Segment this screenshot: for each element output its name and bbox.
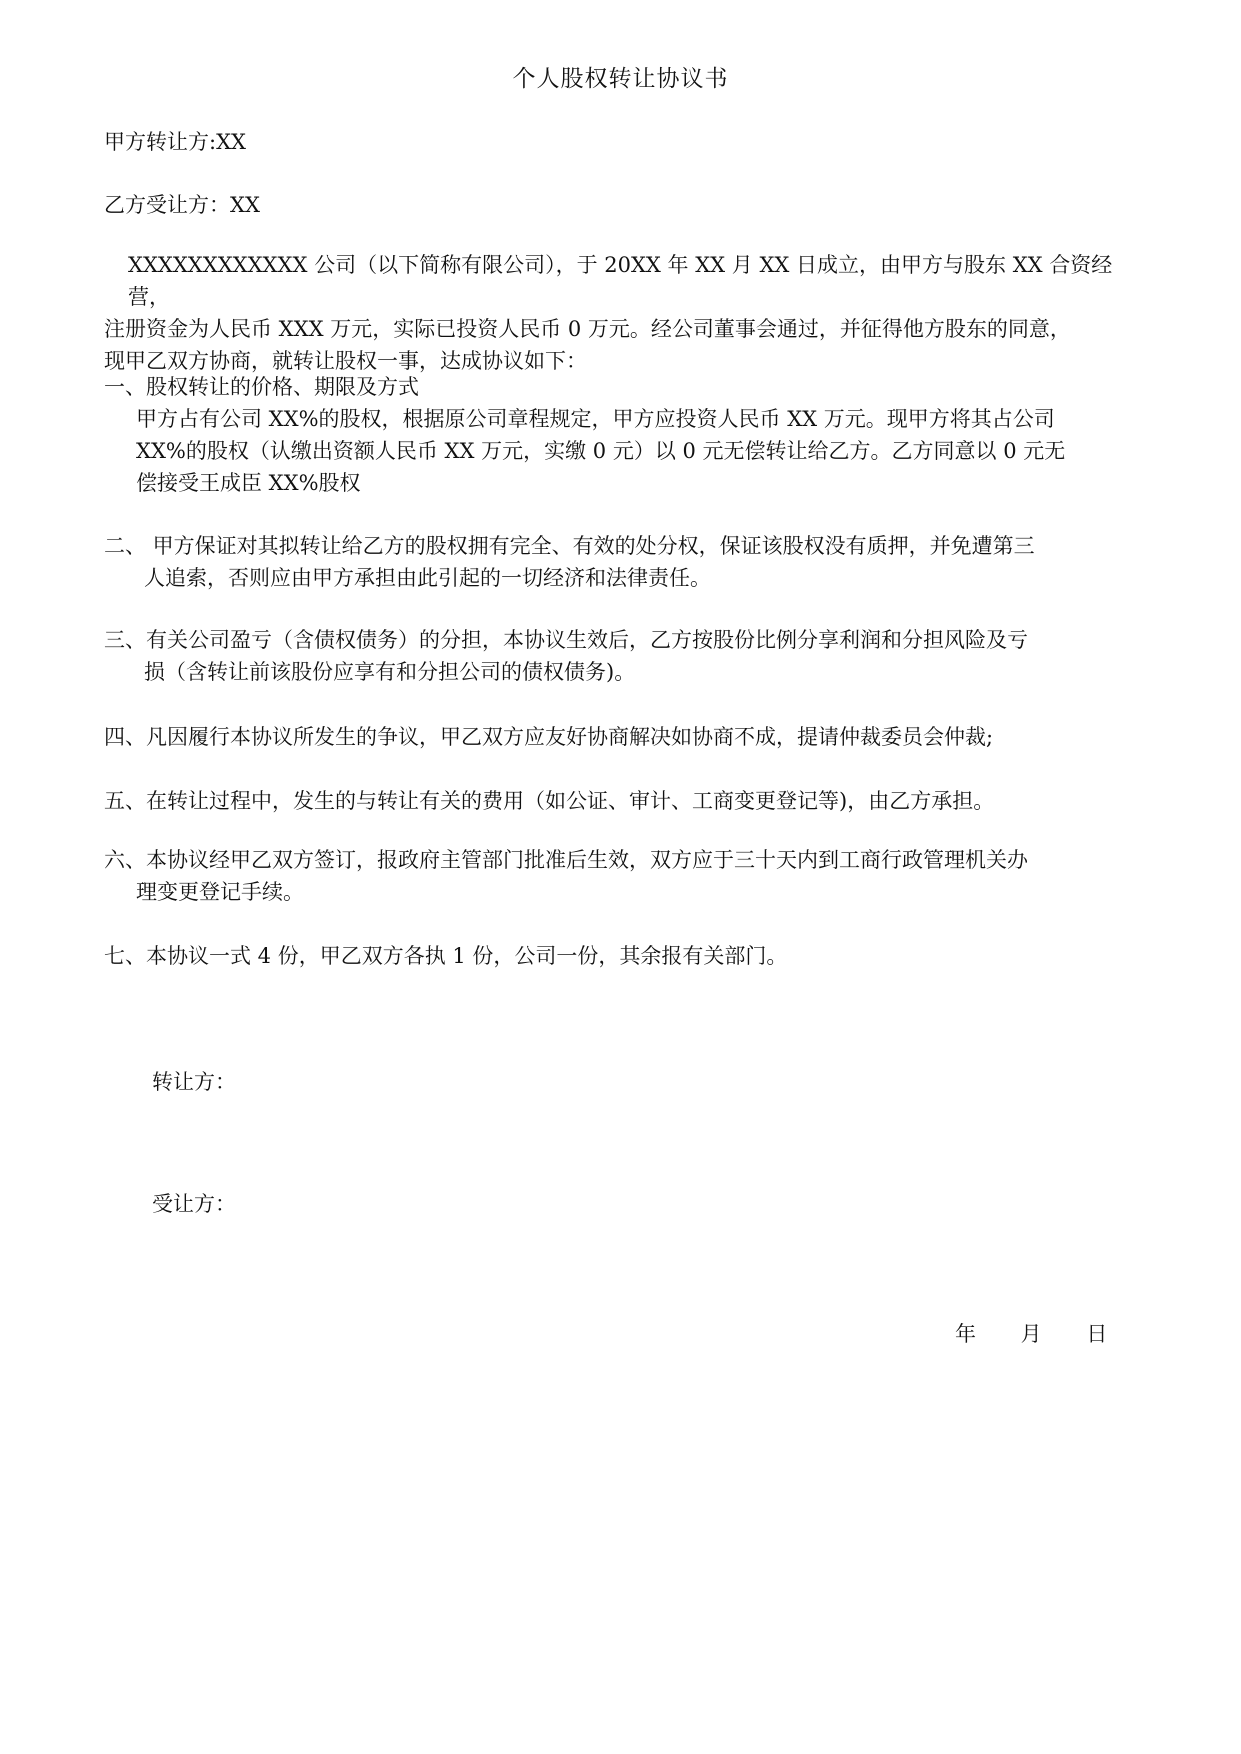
section-6-line-1: 六、本协议经甲乙双方签订，报政府主管部门批准后生效，双方应于三十天内到工商行政管理机关办 [104,848,1028,872]
intro-line-1: XXXXXXXXXXXX 公司（以下简称有限公司），于 20XX 年 XX 月 XX 日成立，由甲方与股东 XX 合资经营， [128,253,1113,309]
section-3-line-2: 损（含转让前该股份应享有和分担公司的债权债务)。 [144,660,636,684]
section-1-line-3: 偿接受王成臣 XX%股权 [136,471,361,495]
intro-paragraph [104,249,1144,377]
intro-line-3: 现甲乙双方协商，就转让股权一事，达成协议如下： [104,349,587,373]
signature-transferee: 受让方： [152,1192,236,1216]
date-line: 年 月 日 [955,1322,1108,1346]
signature-transferor: 转让方： [152,1070,236,1094]
intro-line-2: 注册资金为人民币 XXX 万元，实际已投资人民币 0 万元。经公司董事会通过，并征得他方股东的同意， [104,317,1071,341]
section-1 [104,371,1144,499]
party-a-line: 甲方转让方:XX [104,130,246,154]
section-2-line-1: 二、 甲方保证对其拟转让给乙方的股权拥有完全、有效的处分权，保证该股权没有质押，并免遭第三 [104,534,1035,558]
section-2-line-2: 人追索，否则应由甲方承担由此引起的一切经济和法律责任。 [144,566,711,590]
document-title: 个人股权转让协议书 [512,66,729,92]
section-6-line-2: 理变更登记手续。 [136,880,304,904]
section-2 [104,530,1134,594]
section-4: 四、凡因履行本协议所发生的争议，甲乙双方应友好协商解决如协商不成，提请仲裁委员会仲裁; [104,725,994,749]
section-1-line-1: 甲方占有公司 XX%的股权，根据原公司章程规定，甲方应投资人民币 XX 万元。现甲方将其占公司 [136,407,1055,431]
section-5: 五、在转让过程中，发生的与转让有关的费用（如公证、审计、工商变更登记等)，由乙方承担。 [104,789,995,813]
section-6 [104,844,1134,908]
section-1-line-2: XX%的股权（认缴出资额人民币 XX 万元，实缴 0 元）以 0 元无偿转让给乙方。乙方同意以 0 元无 [136,439,1066,463]
section-3 [104,624,1134,688]
section-7: 七、本协议一式 4 份，甲乙双方各执 1 份，公司一份，其余报有关部门。 [104,944,788,968]
section-3-line-1: 三、有关公司盈亏（含债权债务）的分担，本协议生效后，乙方按股份比例分享利润和分担风险及亏 [104,628,1028,652]
section-1-heading: 一、股权转让的价格、期限及方式 [104,375,419,399]
party-b-line: 乙方受让方：XX [104,193,260,217]
